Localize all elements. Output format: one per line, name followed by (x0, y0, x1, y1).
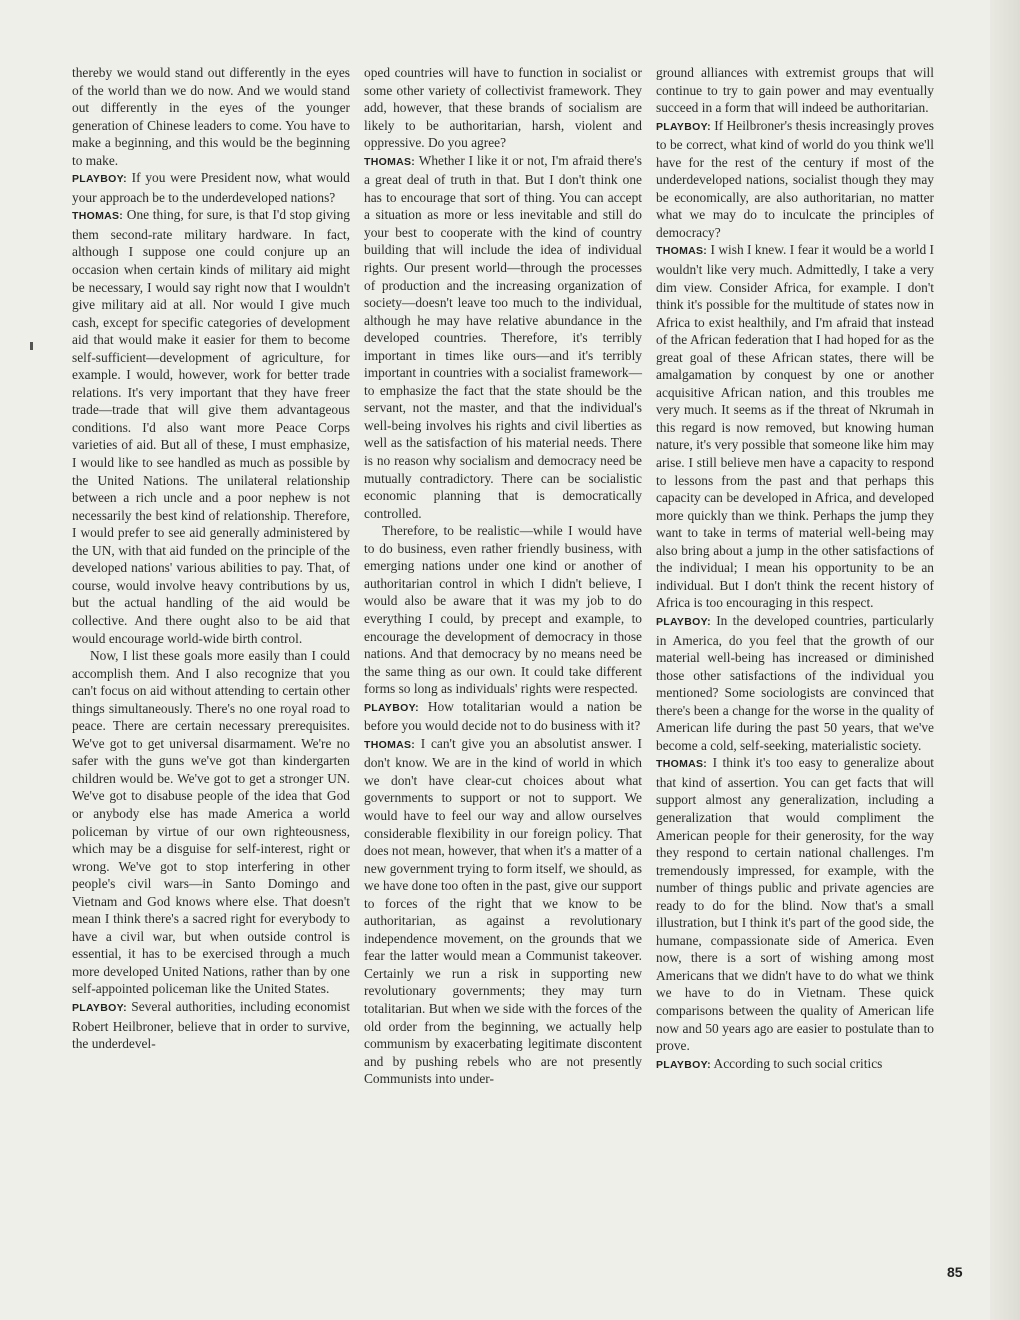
paragraph (72, 64, 350, 169)
speaker-label: PLAYBOY: (656, 615, 711, 628)
paragraph (364, 64, 642, 152)
speaker-label: THOMAS: (72, 210, 124, 223)
paragraph-text: Now, I list these goals more easily than I could accomplish them. And I also recognize that you can't focus on aid without attending to certain other things simultaneously. There's no one royal road to peace. There are certain necessary prerequisites. We've got to get universal disarmament. We're no safer with the guns we've got than kindergarten children would be. We've got to get a stronger UN. We've got to disabuse people of the idea that God or anybody else has made America a world policeman by virtue of our own righteousness, which may be a disguise for self-interest, right or wrong. We've got to stop interfering in other people's civil wars—in Santo Domingo and Vietnam and God knows where else. That doesn't mean I think there's a sacred right for everybody to have a civil war, but when outside control is essential, it has to be exercised through a much more developed United Nations, rather than by one self-appointed policeman like the United States. (72, 648, 350, 997)
paragraph-text: How totalitarian would a nation be before you would decide not to do business with it? (364, 698, 642, 734)
page-number: 85 (947, 1264, 963, 1280)
paragraph (364, 522, 642, 697)
paragraph-text: Whether I like it or not, I'm afraid there's a great deal of truth in that. But I don't think one has to encourage that sort of thing. You can accept a situation as more or less inevitable and still do your best to cooperate with the kind of country building that will include the idea of individual rights. Our present world—through the processes of production and the increasing organization of society—doesn't leave too much to the individual, although he may have relative abundance in the developed countries. Therefore, it's terribly important in times like ours—and it's terribly important in countries with a socialist framework—to emphasize the fact that the state should be the servant, not the master, and that the individual's well-being involves his rights and civil liberties as well as the satisfaction of his material needs. There is no reason why socialism and democracy need be mutually contradictory. There can be socialistic economic planning that is democratically controlled. (364, 152, 642, 521)
article-column-3 (656, 64, 934, 1074)
page-edge (990, 0, 1020, 1320)
paragraph-text: Several authorities, including economist Robert Heilbroner, believe that in order to survive, the underdevel- (72, 998, 350, 1052)
speaker-label: PLAYBOY: (72, 173, 127, 186)
speaker-label: PLAYBOY: (656, 120, 711, 133)
paragraph-text: I can't give you an absolutist answer. I don't know. We are in the kind of world in which we don't have clear-cut choices about what governments to support or not to support. We would have to feel our way and allow ourselves considerable flexibility in our foreign policy. That does not mean, however, that when it's a matter of a new government trying to form itself, we should, as we have done too often in the past, give our support to forces of the right that we know to be authoritarian, as against a revolutionary independence movement, on the grounds that we fear the latter would mean a Communist takeover. Certainly we run a risk in supporting new revolutionary governments; they may turn totalitarian. But when we side with the forces of the old order from the beginning, we actually help communism by exacerbating legitimate discontent and by pushing rebels who are not presently Communists into under- (364, 735, 642, 1087)
paragraph-text: oped countries will have to function in socialist or some other variety of collectivist framework. They add, however, that these brands of socialism are likely to be authoritarian, harsh, violent and oppressive. Do you agree? (364, 65, 642, 151)
speaker-label: THOMAS: (656, 758, 708, 771)
paragraph-text: In the developed countries, particularly in America, do you feel that the growth of our material well-being has increased or diminished those other satisfactions of the individual you mentioned? Some sociologists are convinced that there's been a change for the worse in the quality of American life during the past 50 years, that we've become a cold, self-seeking, materialistic society. (656, 612, 934, 753)
paragraph-text: I wish I knew. I fear it would be a world I wouldn't like very much. Admittedly, I take a very dim view. Consider Africa, for example. I don't think it's possible for the multitude of states now in Africa to exist healthily, and I'm afraid that instead of the African federation that I had hoped for as the great goal of these African states, there will be amalgamation by conquest by one or another acquisitive African nation, and this troubles me very much. It seems as if the threat of Nkrumah in this regard is now removed, but knowing human nature, it's very possible that someone like him may arise. I still believe men have a capacity to respond to lessons from the past and that perhaps this capacity can be developed in Africa, and developed more quickly than we think. Perhaps the jump they want to take in terms of material well-being may also bring about a jump in the other satisfactions of the individual; I mean his opportunity to be an individual. But I don't think the recent history of Africa is too encouraging in this respect. (656, 242, 934, 611)
paragraph-text: If Heilbroner's thesis increasingly proves to be correct, what kind of world do you think we'll have for the rest of the century if most of the underdeveloped nations, socialist though they may be economically, are also authoritarian, no matter what we may do to inculcate the principles of democracy? (656, 117, 934, 240)
speaker-paragraph (656, 117, 934, 242)
paragraph-text: According to such social critics (713, 1055, 883, 1071)
speaker-paragraph (72, 998, 350, 1053)
speaker-label: THOMAS: (656, 245, 708, 258)
paragraph (72, 647, 350, 998)
paragraph-text: ground alliances with extremist groups that will continue to try to gain power and may eventually succeed in a form that will indeed be authoritarian. (656, 65, 934, 116)
speaker-paragraph (656, 612, 934, 754)
paragraph-text: If you were President now, what would your approach be to the underdeveloped nations? (72, 170, 350, 205)
speaker-paragraph (656, 1055, 934, 1075)
speaker-paragraph (364, 735, 642, 1088)
speaker-paragraph (72, 206, 350, 647)
speaker-paragraph (656, 754, 934, 1054)
speaker-label: PLAYBOY: (72, 1001, 127, 1014)
speaker-label: PLAYBOY: (656, 1058, 711, 1071)
speaker-label: THOMAS: (364, 155, 416, 168)
speaker-paragraph (364, 152, 642, 522)
margin-mark (30, 342, 33, 350)
paragraph (656, 64, 934, 117)
speaker-label: THOMAS: (364, 738, 416, 751)
paragraph-text: thereby we would stand out differently in the eyes of the world than we do now. And we would stand out differently in the eyes of the younger generation of Chinese leaders to come. You have to make a beginning, and this would be the beginning to make. (72, 65, 350, 168)
article-column-2 (364, 64, 642, 1088)
article-column-1 (72, 64, 350, 1053)
paragraph-text: Therefore, to be realistic—while I would have to do business, even rather friendly business, with emerging nations under one kind or another of authoritarian control in which I didn't believe, I would also be aware that it was my job to do everything I could, by precept and example, to encourage the development of democracy in those nations. And that democracy by no means need be the same thing as our own. It could take different forms so long as individuals' rights were respected. (364, 523, 642, 697)
paragraph-text: One thing, for sure, is that I'd stop giving them second-rate military hardware. In fact, although I suppose one could conjure up an occasion when certain kinds of military aid might be necessary, I would say right now that I wouldn't give military aid at all. Nor would I give much cash, except for specific categories of development aid that would make it easier for them to become self-sufficient—development of agriculture, for example. I would, however, work for better trade relations. It's very important that they have freer trade—trade that will give them advantageous conditions. I'd also want more Peace Corps varieties of aid. But all of these, I must emphasize, I would like to see handled as much as possible by the United Nations. The unilateral relationship between a rich uncle and a poor nephew is not necessarily the best kind of relationship. Therefore, I would prefer to see aid generally administered by the UN, with that aid funded on the principle of the developed nations' various abilities to pay. That, of course, would involve heavy contributions by us, but the actual handling of the aid would be collective. And there ought also to be aid that would encourage world-wide birth control. (72, 207, 350, 646)
speaker-paragraph (72, 169, 350, 206)
speaker-label: PLAYBOY: (364, 701, 419, 714)
speaker-paragraph (364, 698, 642, 735)
speaker-paragraph (656, 241, 934, 611)
paragraph-text: I think it's too easy to generalize about that kind of assertion. You can get facts that will support almost any generalization, including a generalization that would compliment the American people for their generosity, for the way they respond to certain national challenges. I'm tremendously impressed, for example, with the number of things public and private agencies are ready to do for the blind. Now that's a small illustration, but I think it's part of the good side, the humane, compassionate side of America. Even now, there is a sort of wishing among most Americans that we didn't have to do what we think we have to do in Vietnam. These quick comparisons between the quality of American life now and 50 years ago are easier to postulate than to prove. (656, 755, 935, 1054)
